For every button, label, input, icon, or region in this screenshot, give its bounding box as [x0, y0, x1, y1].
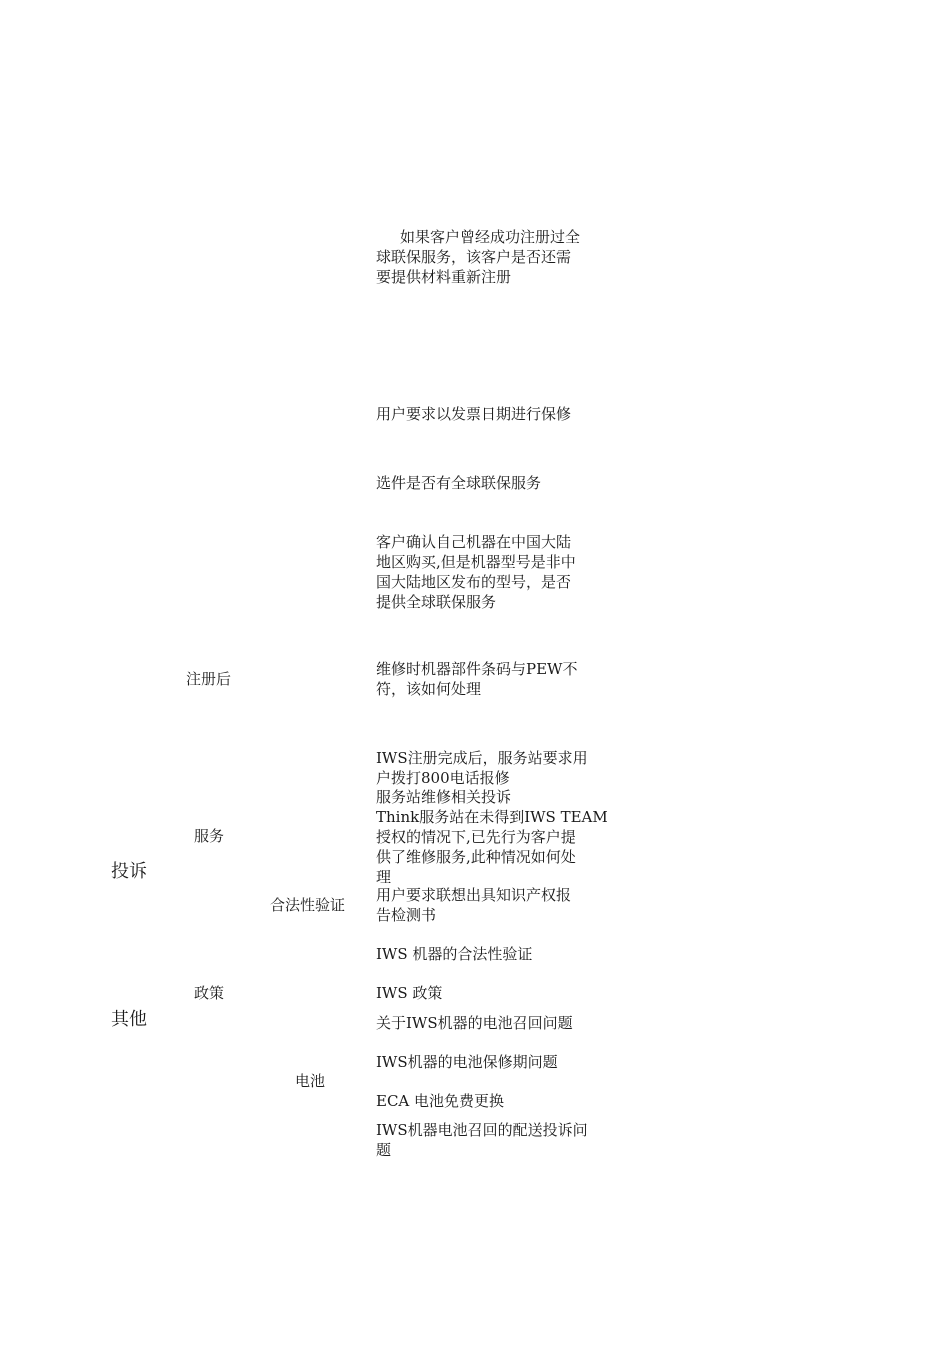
- question-line: 选件是否有全球联保服务: [376, 474, 542, 492]
- question-non-mainland-model: [376, 532, 606, 612]
- question-line: 要提供材料重新注册: [376, 268, 512, 286]
- question-line: 服务站维修相关投诉: [376, 788, 512, 806]
- category-complaint: 投诉: [111, 861, 147, 882]
- question-line: IWS注册完成后，服务站要求用: [376, 749, 588, 767]
- question-service-complaint: [376, 787, 606, 807]
- question-iws-legality: [376, 944, 606, 964]
- question-battery-recall-delivery: [376, 1120, 606, 1160]
- question-line: IWS机器电池召回的配送投诉问: [376, 1121, 588, 1139]
- subcategory-battery: 电池: [295, 1072, 326, 1090]
- question-line: 题: [376, 1141, 392, 1159]
- question-line: 理: [376, 868, 392, 886]
- question-line: 用户要求联想出具知识产权报: [376, 886, 572, 904]
- question-line: 提供全球联保服务: [376, 593, 497, 611]
- question-line: ECA 电池免费更换: [376, 1092, 505, 1110]
- question-line: 户拨打800电话报修: [376, 769, 510, 787]
- question-line: 地区购买,但是机器型号是非中: [376, 553, 576, 571]
- category-other: 其他: [111, 1009, 147, 1030]
- question-line: 告检测书: [376, 906, 437, 924]
- question-line: IWS 机器的合法性验证: [376, 945, 533, 963]
- subcategory-policy: 政策: [194, 984, 225, 1002]
- question-line: 关于IWS机器的电池召回问题: [376, 1014, 573, 1032]
- question-line: Think服务站在未得到IWS TEAM: [376, 808, 608, 826]
- question-line: 如果客户曾经成功注册过全: [400, 228, 581, 246]
- question-unauthorized-repair: [376, 807, 606, 887]
- question-line: 客户确认自己机器在中国大陆: [376, 533, 572, 551]
- question-ip-report: [376, 885, 606, 925]
- question-line: 球联保服务，该客户是否还需: [376, 248, 572, 266]
- subcategory-service: 服务: [194, 827, 225, 845]
- question-line: 维修时机器部件条码与PEW不: [376, 660, 578, 678]
- question-eca-battery: [376, 1091, 606, 1111]
- question-line: 授权的情况下,已先行为客户提: [376, 828, 576, 846]
- question-line: 国大陆地区发布的型号，是否: [376, 573, 572, 591]
- question-barcode-mismatch: [376, 659, 606, 699]
- question-reregistration: [376, 227, 606, 287]
- question-line: IWS 政策: [376, 984, 443, 1002]
- question-line: 用户要求以发票日期进行保修: [376, 405, 572, 423]
- question-invoice-date-warranty: [376, 404, 606, 424]
- question-line: IWS机器的电池保修期问题: [376, 1053, 558, 1071]
- question-options-global-warranty: [376, 473, 606, 493]
- question-battery-recall: [376, 1013, 606, 1033]
- question-battery-warranty: [376, 1052, 606, 1072]
- question-iws-policy: [376, 983, 606, 1003]
- question-line: 供了维修服务,此种情况如何处: [376, 848, 576, 866]
- question-line: 符，该如何处理: [376, 680, 482, 698]
- subcategory-after-registration: 注册后: [186, 670, 232, 688]
- question-call-800: [376, 748, 606, 788]
- subcategory-legality-verification: 合法性验证: [270, 896, 346, 914]
